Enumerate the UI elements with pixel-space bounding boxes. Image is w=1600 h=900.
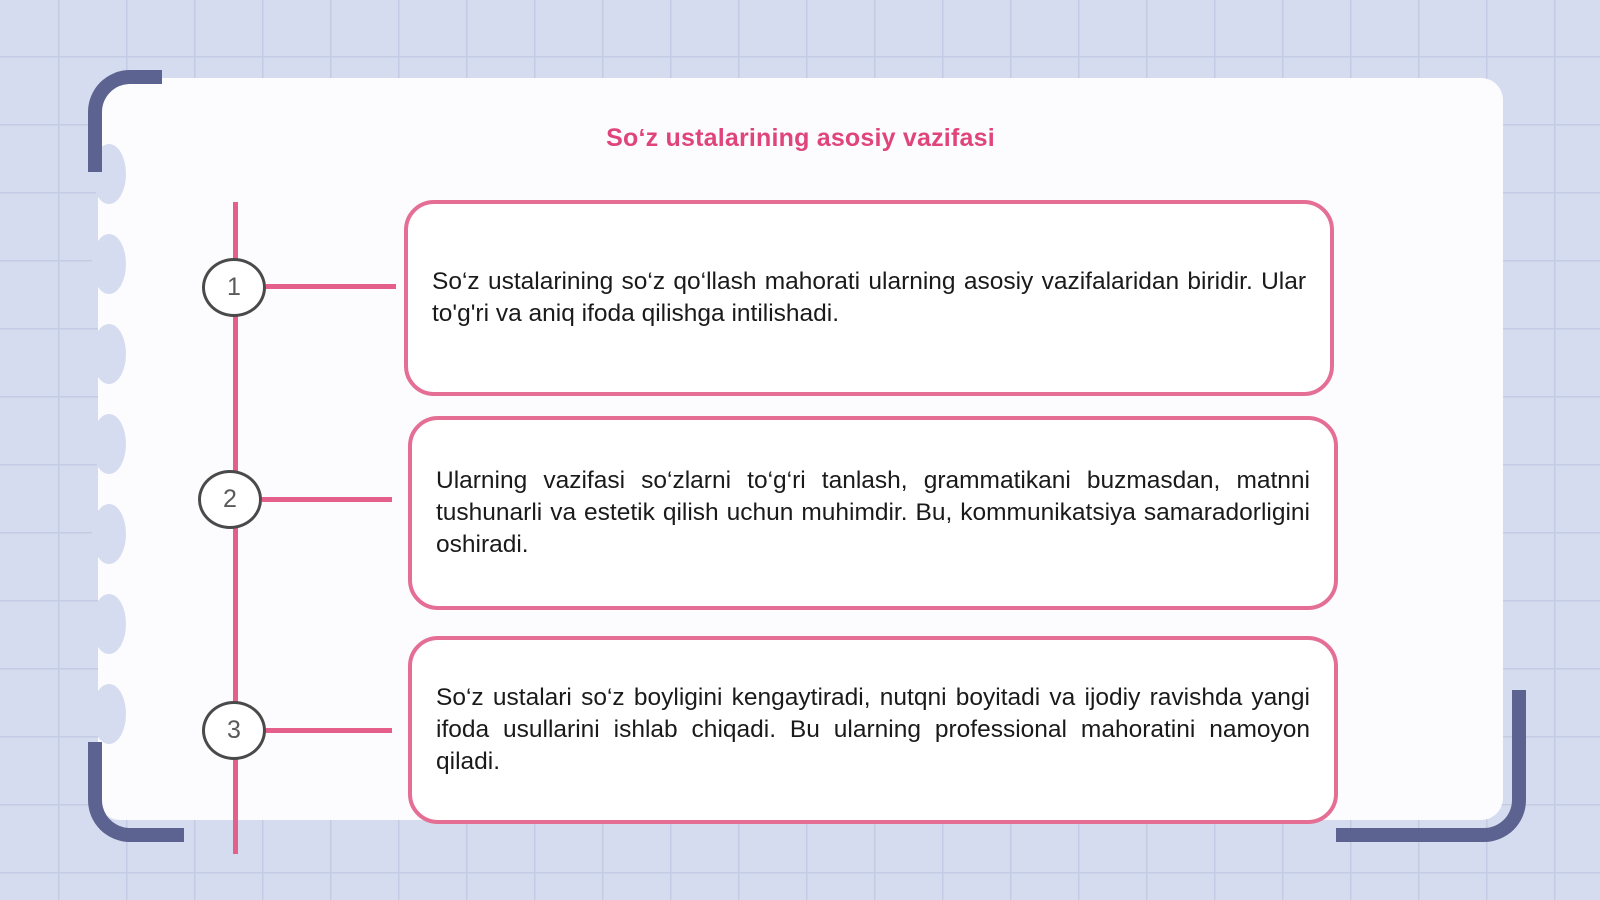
step-box	[404, 200, 1334, 396]
step-connector	[266, 284, 396, 289]
card-notch	[92, 414, 126, 474]
step-connector	[266, 728, 392, 733]
corner-bracket-bottom-left	[88, 742, 184, 842]
step-number-circle: 3	[202, 701, 266, 760]
step-number-circle: 1	[202, 258, 266, 317]
step-text: So‘z ustalari so‘z boyligini kengaytiradi, nutqni boyitadi va ijodiy ravishda yangi ifoda usullarini ishlab chiqadi. Bu ularning professional mahoratini namoyon qiladi.	[436, 684, 1310, 775]
step-number-circle: 2	[198, 470, 262, 529]
step-text: Ularning vazifasi so‘zlarni to‘g‘ri tanlash, grammatikani buzmasdan, matnni tushunarli va estetik qilish uchun muhimdir. Bu, kommunikatsiya samaradorligini oshiradi.	[436, 467, 1310, 558]
card-notch	[92, 684, 126, 744]
card-notch	[92, 234, 126, 294]
step-text: So‘z ustalarining so‘z qo‘llash mahorati ularning asosiy vazifalaridan biridir. Ular to'g'ri va aniq ifoda qilishga intilishadi.	[432, 268, 1306, 327]
slide-title: Soʻz ustalarining asosiy vazifasi	[606, 124, 995, 152]
card-notch	[92, 324, 126, 384]
corner-bracket-bottom-right	[1336, 690, 1526, 842]
card-notch	[92, 504, 126, 564]
corner-bracket-top-left	[88, 70, 162, 172]
card-notch	[92, 594, 126, 654]
step-box	[408, 416, 1338, 610]
step-box	[408, 636, 1338, 824]
step-connector	[262, 497, 392, 502]
